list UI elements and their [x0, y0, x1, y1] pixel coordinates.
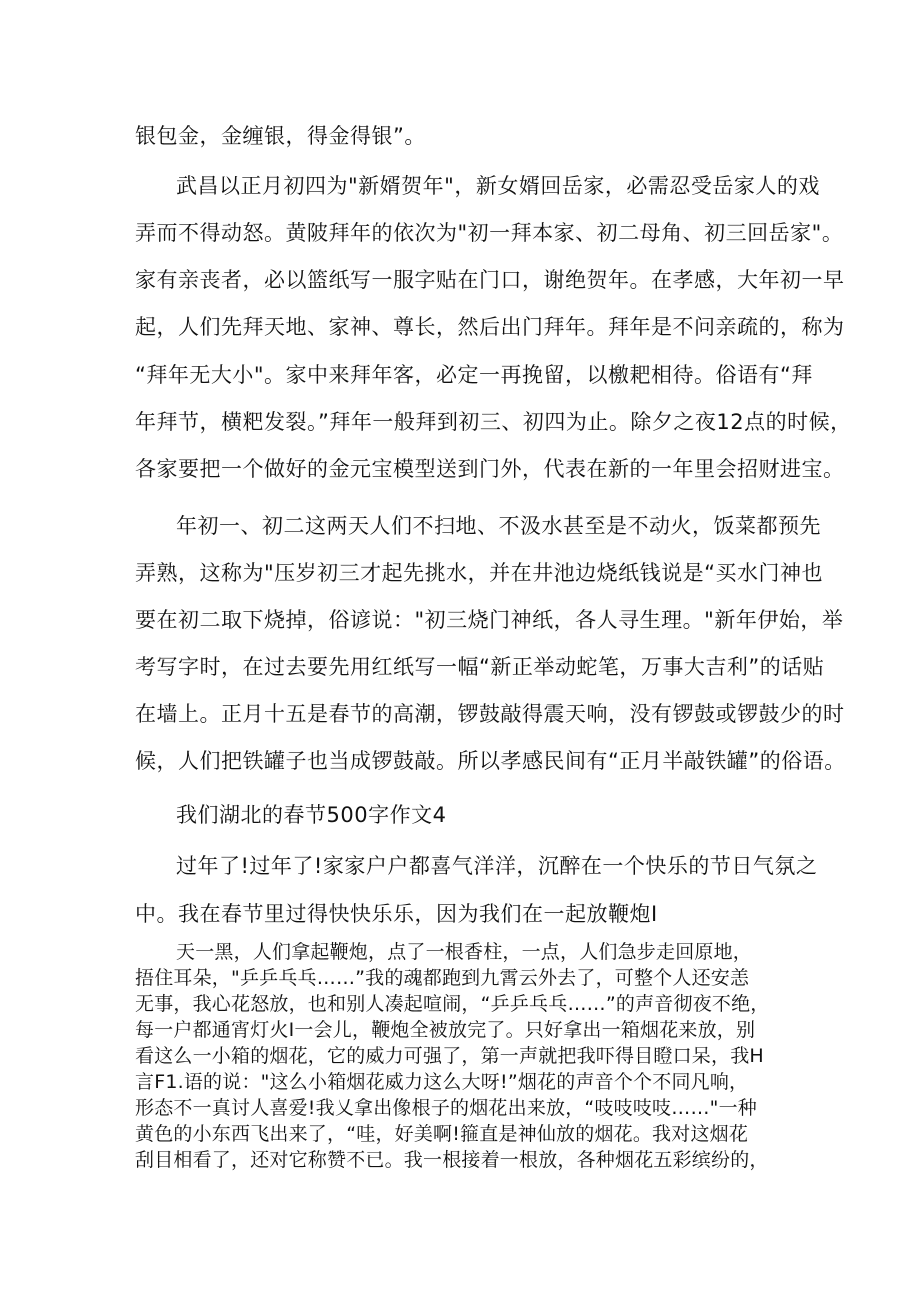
text-line: 银包金，金缠银，得金得银”。 — [135, 124, 426, 148]
text-line: 言F1.语的说："这么小箱烟花威力这么大呀!”烟花的声音个个不同凡响， — [135, 1071, 749, 1093]
paragraph-first-line: 天一黑，人们拿起鞭炮，点了一根香柱，一点，人们急步走回原地， — [176, 941, 753, 963]
paragraph-first-line: 过年了!过年了!家家户户都喜气洋洋，沉醉在一个快乐的节日气氛之 — [176, 854, 818, 878]
text-line: 形态不一真讨人喜爱!我乂拿出像根子的烟花出来放，“吱吱吱吱……"一种 — [135, 1097, 758, 1119]
text-line: 捂住耳朵，"乒乒乓乓……”我的魂都跑到九霄云外去了，可整个人还安恙 — [135, 967, 750, 989]
text-line: 弄熟，这称为"压岁初三才起先挑水，并在井池边烧纸钱说是“买水门神也 — [135, 561, 824, 585]
text-line: 各家要把一个做好的金元宝模型送到门外，代表在新的一年里会招财进宝。 — [135, 457, 845, 481]
paragraph-first-line: 武昌以正月初四为"新婿贺年"，新女婿回岳家，必需忍受岳家人的戏 — [176, 174, 820, 198]
text-line: 无事，我心花怒放，也和别人凑起喧闹，“乒乒乓乓……”的声音彻夜不绝， — [135, 993, 770, 1015]
text-line: 中。我在春节里过得快快乐乐，因为我们在一起放鞭炮I — [135, 902, 658, 926]
text-line: 刮目相看了，还对它称赞不已。我一根接着一根放，各种烟花五彩缤纷的， — [135, 1149, 769, 1171]
text-line: 考写字时，在过去要先用红纸写一幅“新正举动蛇笔，万事大吉利”的话贴 — [135, 655, 825, 679]
text-line: “拜年无大小"。家中来拜年客，必定一再挽留，以檄耙相待。俗语有“拜 — [135, 363, 813, 387]
text-line: 每一户都通宵灯火I一会儿，鞭炮全被放完了。只好拿出一箱烟花来放，别 — [135, 1019, 756, 1041]
text-line: 候，人们把铁罐子也当成锣鼓敲。所以孝感民间有“正月半敲铁罐”的俗语。 — [135, 749, 846, 773]
text-line: 黄色的小东西飞出来了，“哇，好美啊!箍直是神仙放的烟花。我对这烟花 — [135, 1123, 749, 1145]
text-line: 家有亲丧者，必以篮纸写一服字贴在门口，谢绝贺年。在孝感，大年初一早 — [135, 268, 845, 292]
paragraph-first-line: 年初一、初二这两天人们不扫地、不汲水甚至是不动火，饭菜都预先 — [176, 514, 821, 538]
text-line: 在墙上。正月十五是春节的高潮，锣鼓敲得震天响，没有锣鼓或锣鼓少的时 — [135, 702, 845, 726]
text-line: 年拜节，横粑发裂。”拜年一般拜到初三、初四为止。除夕之夜12点的时候， — [135, 410, 852, 434]
section-heading: 我们湖北的春节500字作文4 — [176, 803, 447, 827]
text-line: 起，人们先拜天地、家神、尊长，然后出门拜年。拜年是不问亲疏的，称为 — [135, 315, 845, 339]
text-line: 要在初二取下烧掉，俗谚说："初三烧门神纸，各人寻生理。"新年伊始，举 — [135, 608, 844, 632]
text-line: 弄而不得动怒。黄陂拜年的依次为"初一拜本家、初二母角、初三回岳家"。 — [135, 221, 844, 245]
text-line: 看这么一小箱的烟花，它的威力可强了，第一声就把我吓得目瞪口呆，我H — [135, 1045, 764, 1067]
